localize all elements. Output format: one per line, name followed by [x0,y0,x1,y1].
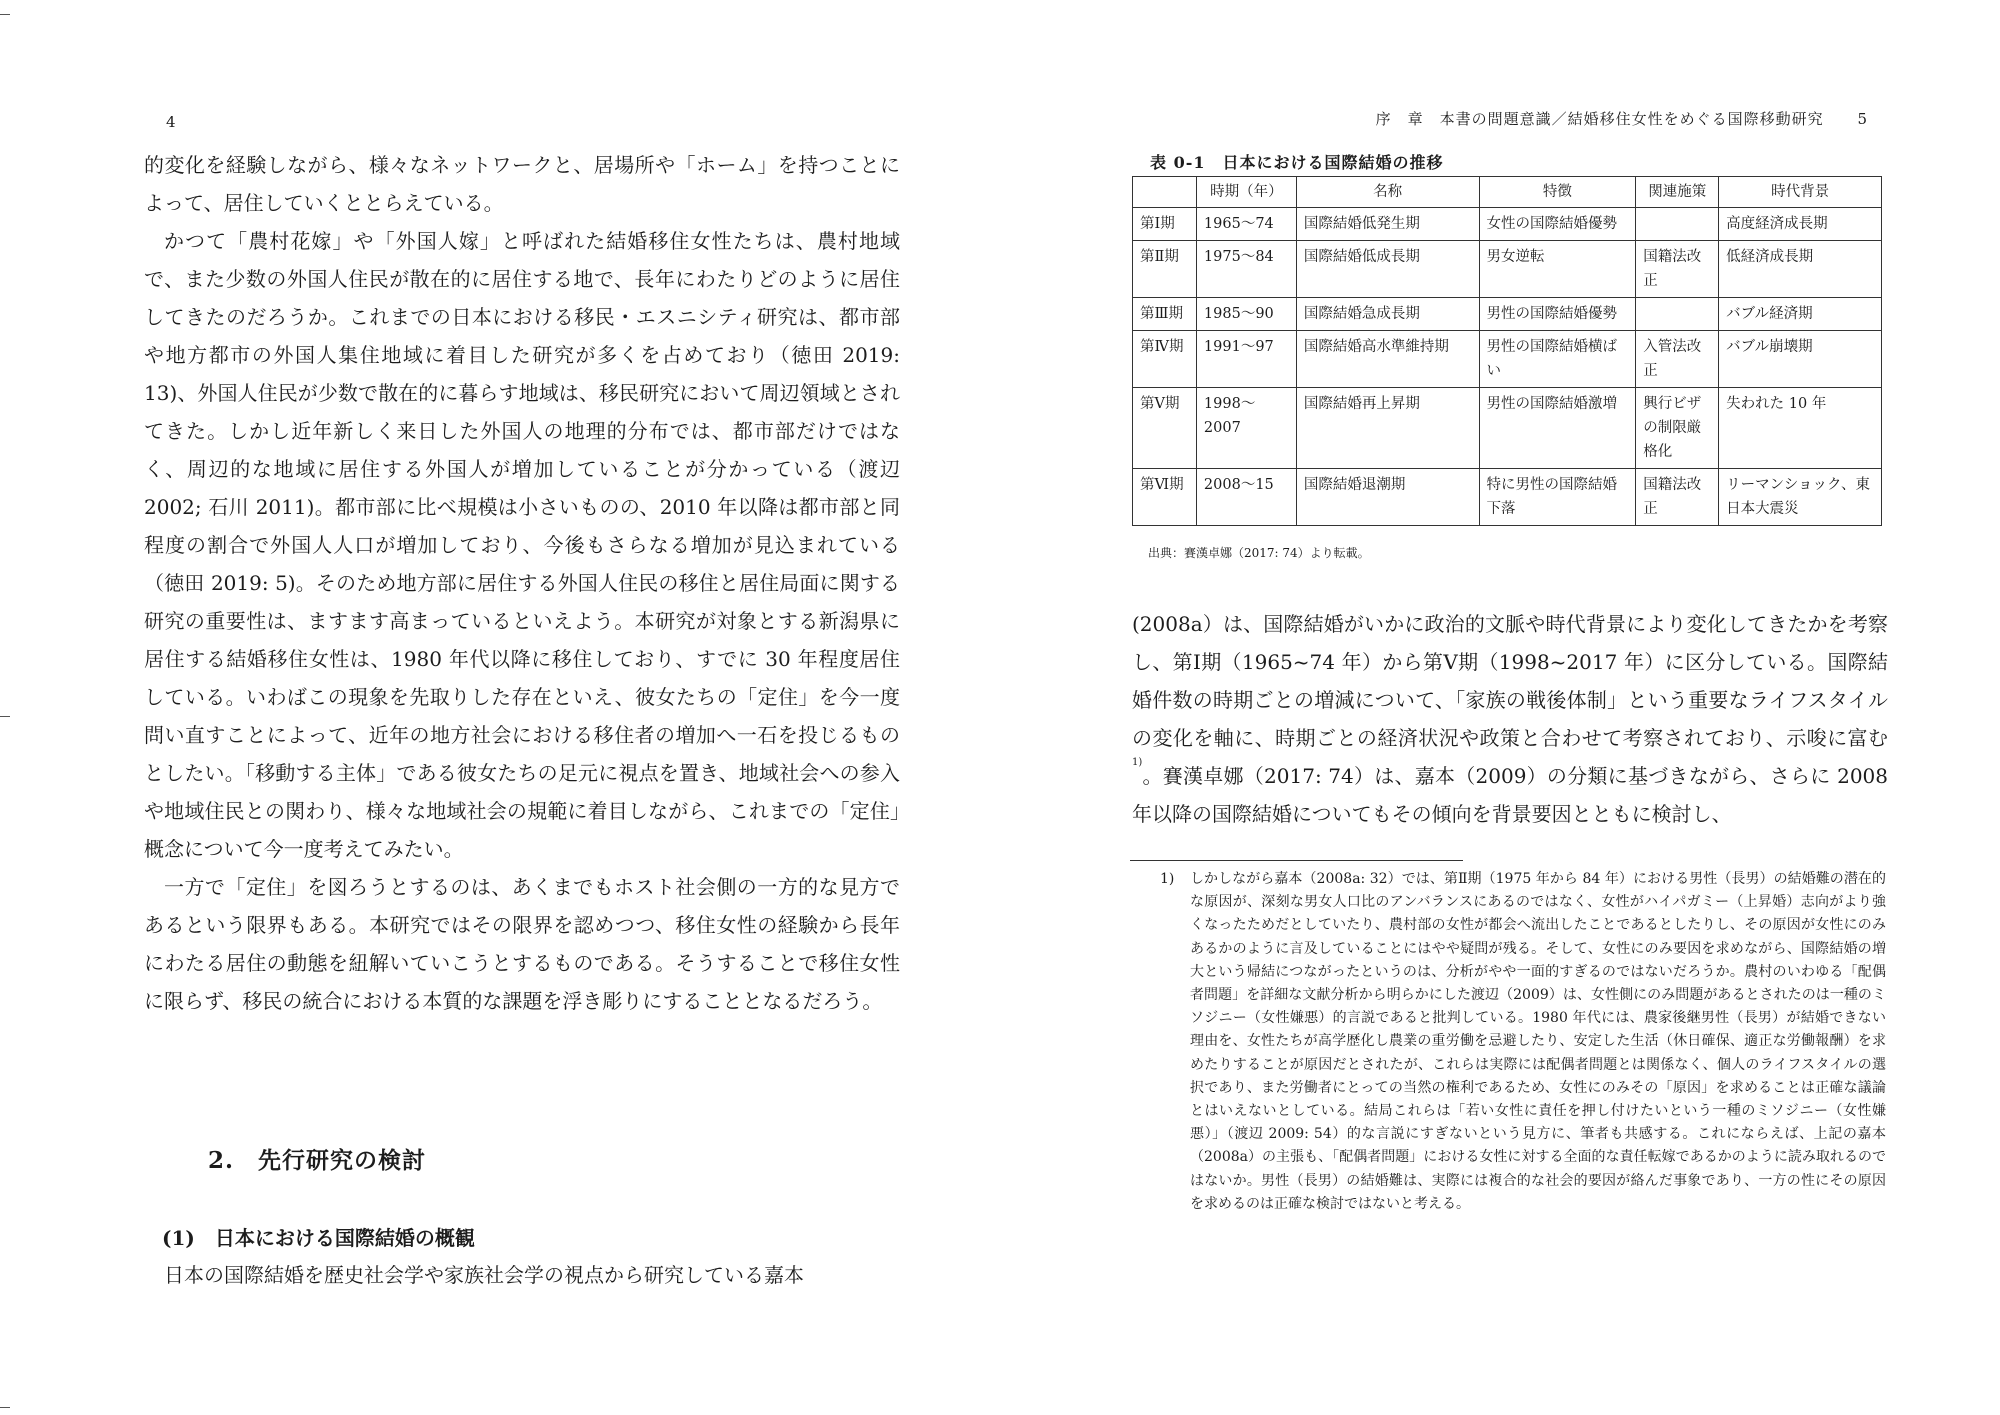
page-number: 5 [1857,110,1868,128]
paragraph: かつて「農村花嫁」や「外国人嫁」と呼ばれた結婚移住女性たちは、農村地域で、また少数の外国人住民が散在的に居住する地で、長年にわたりどのように居住してきたのだろうか。これまでの日本における移民・エスニシティ研究は、都市部や地方都市の外国人集住地域に着目した研究が多くを占めており（徳田 2019: 13)、外国人住民が少数で散在的に暮らす地域は、移民研究において周辺領域とされてきた。しかし近年新しく来日した外国人の地理的分布では、都市部だけではなく、周辺的な地域に居住する外国人が増加していることが分かっている（渡辺 2002; 石川 2011)。都市部に比べ規模は小さいものの、2010 年以降は都市部と同程度の割合で外国人人口が増加しており、今後もさらなる増加が見込まれている（徳田 2019: 5)。そのため地方部に居住する外国人住民の移住と居住局面に関する研究の重要性は、ますます高まっているといえよう。本研究が対象とする新潟県に居住する結婚移住女性は、1980 年代以降に移住しており、すでに 30 年程度居住している。いわばこの現象を先取りした存在といえ、彼女たちの「定住」を今一度問い直すことによって、近年の地方社会における移住者の増加へ一石を投じるものとしたい。「移動する主体」である彼女たちの足元に視点を置き、地域社会への参入や地域住民との関わり、様々な地域社会の規範に着目しながら、これまでの「定住」概念について今一度考えてみたい。 [144,229,900,861]
table-row [1133,331,1882,388]
table-row [1133,469,1882,526]
table-cell: 女性の国際結婚優勢 [1479,208,1636,241]
body-text-block [144,146,900,1020]
paragraph [1132,605,1888,833]
table-cell: 1991～97 [1196,331,1296,388]
table-cell: 国際結婚退潮期 [1296,469,1479,526]
table-cell: 低経済成長期 [1719,241,1882,298]
paragraph-text: (2008a）は、国際結婚がいかに政治的文脈や時代背景により変化してきたかを考察し、第Ⅰ期（1965~74 年）から第Ⅴ期（1998~2017 年）に区分している。国際結婚件数の時期ごとの増減について、「家族の戦後体制」という重要なライフスタイルの変化を軸に、時期ごとの経済状況や政策と合わせて考察されており、示唆に富む [1132,612,1888,750]
paragraph-text: 。賽漢卓娜（2017: 74）は、嘉本（2009）の分類に基づきながら、さらに 2008 年以降の国際結婚についてもその傾向を背景要因とともに検討し、 [1132,764,1888,826]
table-cell: 2008～15 [1196,469,1296,526]
table-cell: 1975～84 [1196,241,1296,298]
table-cell: 第Ⅵ期 [1133,469,1197,526]
table-cell: 1985～90 [1196,298,1296,331]
table-source: 出典：賽漢卓娜（2017: 74）より転載。 [1148,546,1370,560]
body-text-block [1132,605,1888,833]
footnote-text: しかしながら嘉本（2008a: 32）では、第Ⅱ期（1975 年から 84 年）における男性（長男）の結婚難の潜在的な原因が、深刻な男女人口比のアンバランスにあるのではなく、女性がハイパガミー（上昇婚）志向がより強くなったためだとしていたり、農村部の女性が都会へ流出したことであるとしたりし、その原因が女性にのみあるかのように言及していることにはやや疑問が残る。そして、女性にのみ要因を求めながら、国際結婚の増大という帰結につながったというのは、分析がやや一面的すぎるのではないだろうか。農村のいわゆる「配偶者問題」を詳細な文献分析から明らかにした渡辺（2009）は、女性側にのみ問題があるとされたのは一種のミソジニー（女性嫌悪）的言説であると批判している。1980 年代には、農家後継男性（長男）が結婚できない理由を、女性たちが高学歴化し農業の重労働を忌避したり、安定した生活（休日確保、適正な労働報酬）を求めたりすることが原因だとされたが、これらは実際には配偶者問題とは関係なく、個人のライフスタイルの選択であり、また労働者にとっての当然の権利であるため、女性にのみその「原因」を求めることは正確な議論とはいえないとしている。結局これらは「若い女性に責任を押し付けたいという一種のミソジニー（女性嫌悪）」（渡辺 2009: 54）的な言説にすぎないという見方に、筆者も共感する。これにならえば、上記の嘉本（2008a）の主張も、「配偶者問題」における女性に対する全面的な責任転嫁であるかのように読み取れるのではないか。男性（長男）の結婚難は、実際には複合的な社会的要因が絡んだ事象であり、一方の性にその原因を求めるのは正確な検討ではないと考える。 [1190,871,1886,1212]
table-cell: 男性の国際結婚横ばい [1479,331,1636,388]
paragraph: 一方で「定住」を図ろうとするのは、あくまでもホスト社会側の一方的な見方であるという限界もある。本研究ではその限界を認めつつ、移住女性の経験から長年にわたる居住の動態を紐解いていこうとするものである。そうすることで移住女性に限らず、移民の統合における本質的な課題を浮き彫りにすることとなるだろう。 [144,875,900,1013]
table-cell: 第Ⅳ期 [1133,331,1197,388]
table-cell: 国際結婚低発生期 [1296,208,1479,241]
paragraph: 日本の国際結婚を歴史社会学や家族社会学の視点から研究している嘉本 [164,1263,804,1287]
page-number: 4 [166,113,176,131]
table-cell: 男性の国際結婚激増 [1479,388,1636,469]
table-cell: 国際結婚再上昇期 [1296,388,1479,469]
table-cell: 第Ⅱ期 [1133,241,1197,298]
table-cell: 男性の国際結婚優勢 [1479,298,1636,331]
footnote-reference: 1) [1132,757,1143,768]
table-cell: 特に男性の国際結婚下落 [1479,469,1636,526]
table-header: 特徴 [1479,177,1636,208]
table-cell: 国際結婚高水準維持期 [1296,331,1479,388]
table-header-row [1133,177,1882,208]
table-header [1133,177,1197,208]
table-cell: 入管法改正 [1636,331,1719,388]
table-row [1133,208,1882,241]
subsection-heading: (1) 日本における国際結婚の概観 [162,1226,475,1250]
table-cell: 高度経済成長期 [1719,208,1882,241]
table-cell [1636,298,1719,331]
table-cell: 失われた 10 年 [1719,388,1882,469]
running-head [1000,108,1868,129]
table-header: 関連施策 [1636,177,1719,208]
body-text-block [144,1256,900,1294]
right-page [1000,0,2000,1415]
table-cell: バブル経済期 [1719,298,1882,331]
table-cell: 第Ⅰ期 [1133,208,1197,241]
running-head-title: 序 章 本書の問題意識／結婚移住女性をめぐる国際移動研究 [1375,110,1824,128]
table-cell: 男女逆転 [1479,241,1636,298]
data-table [1132,176,1882,526]
footnote [1160,868,1886,1216]
table-header: 時期（年） [1196,177,1296,208]
section-heading: 2. 先行研究の検討 [208,1147,427,1174]
table-cell: 第Ⅴ期 [1133,388,1197,469]
table-header: 時代背景 [1719,177,1882,208]
table-cell [1636,208,1719,241]
table-cell: 国籍法改正 [1636,241,1719,298]
table-cell: 1965～74 [1196,208,1296,241]
table-cell: 国際結婚急成長期 [1296,298,1479,331]
table-cell: 国際結婚低成長期 [1296,241,1479,298]
footnote-rule [1130,860,1463,861]
table-cell: 国籍法改正 [1636,469,1719,526]
table-cell: リーマンショック、東日本大震災 [1719,469,1882,526]
table-caption: 表 0-1 日本における国際結婚の推移 [1150,153,1444,172]
paragraph: 的変化を経験しながら、様々なネットワークと、居場所や「ホーム」を持つことによって、居住していくととらえている。 [144,153,900,215]
table-cell: 1998～2007 [1196,388,1296,469]
table-cell: 興行ビザの制限厳格化 [1636,388,1719,469]
table-row [1133,241,1882,298]
table-cell: 第Ⅲ期 [1133,298,1197,331]
table-row [1133,388,1882,469]
table-cell: バブル崩壊期 [1719,331,1882,388]
table-header: 名称 [1296,177,1479,208]
table-row [1133,298,1882,331]
footnote-mark: 1) [1160,871,1175,887]
